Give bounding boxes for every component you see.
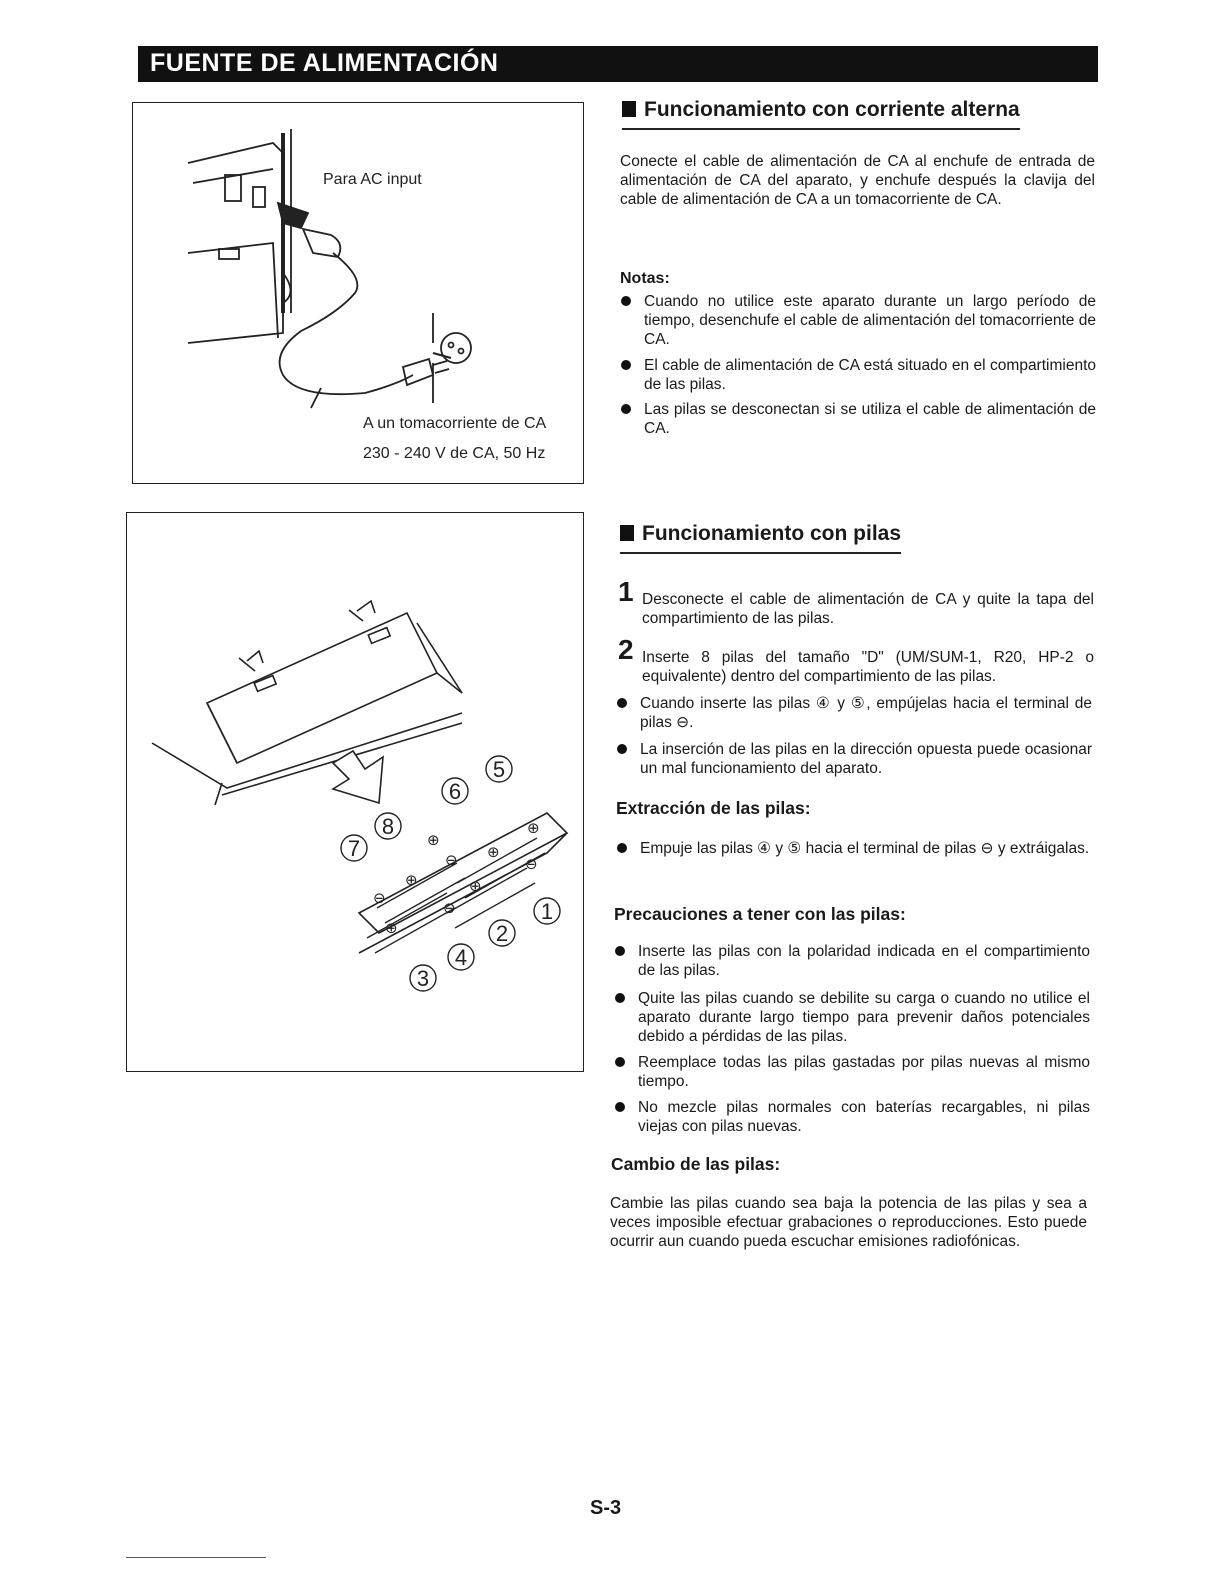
svg-text:4: 4 <box>454 945 468 970</box>
bullet-icon <box>615 946 625 956</box>
battery-section-heading: Funcionamiento con pilas <box>620 522 901 554</box>
precaution-item: Reemplace todas las pilas gastadas por pilas nuevas al mismo tiempo. <box>614 1053 1090 1091</box>
minus-terminal-icon: ⊖ <box>445 851 458 869</box>
heading-square-icon <box>620 525 634 541</box>
change-body-text: Cambie las pilas cuando sea baja la potencia de las pilas y sea a veces imposible efectuar grabaciones o reproducciones. Esto puede ocurrir aun cuando pueda escuchar emisiones radiofónicas. <box>610 1195 1087 1250</box>
svg-text:7: 7 <box>347 836 361 861</box>
battery-label-4 <box>448 944 474 970</box>
minus-terminal-icon: ⊖ <box>525 855 538 873</box>
battery-label-2 <box>489 920 515 946</box>
outlet-label: A un tomacorriente de CA <box>363 415 547 432</box>
plus-terminal-icon: ⊕ <box>385 919 398 937</box>
note-item: Las pilas se desconectan si se utiliza el cable de alimentación de CA. <box>620 400 1096 438</box>
plus-terminal-icon: ⊕ <box>527 819 540 837</box>
ac-body-text: Conecte el cable de alimentación de CA al enchufe de entrada de alimentación de CA del aparato, y enchufe después la clavija del cable de alimentación de CA a un tomacorriente de CA. <box>620 153 1095 208</box>
battery-label-6 <box>442 778 468 804</box>
precaution-item: Inserte las pilas con la polaridad indicada en el compartimiento de las pilas. <box>614 942 1090 980</box>
battery-compartment-figure <box>126 512 584 1072</box>
step-item: 2 Inserte 8 pilas del tamaño "D" (UM/SUM-1, R20, HP-2 o equivalente) dentro del compartimiento de las pilas. <box>618 634 1094 685</box>
note-item: El cable de alimentación de CA está situado en el compartimiento de las pilas. <box>620 356 1096 394</box>
bullet-icon <box>621 404 631 414</box>
battery-label-8 <box>375 813 401 839</box>
plus-terminal-icon: ⊕ <box>427 831 440 849</box>
svg-text:3: 3 <box>416 966 430 991</box>
battery-bullet: La inserción de las pilas en la dirección opuesta puede ocasionar un mal funcionamiento del aparato. <box>616 740 1092 778</box>
minus-terminal-icon: ⊖ <box>373 889 386 907</box>
notes-title: Notas: <box>620 270 670 287</box>
svg-text:6: 6 <box>448 779 462 804</box>
precaution-item: Quite las pilas cuando se debilite su carga o cuando no utilice el aparato durante largo tiempo para prevenir daños potenciales debido a pérdidas de las pilas. <box>614 989 1090 1046</box>
battery-label-5 <box>486 756 512 782</box>
svg-text:1: 1 <box>540 899 554 924</box>
battery-label-7 <box>341 835 367 861</box>
section-title-bar <box>138 46 1098 82</box>
precaution-item: No mezcle pilas normales con baterías recargables, ni pilas viejas con pilas nuevas. <box>614 1098 1090 1136</box>
extraction-bullet: Empuje las pilas ④ y ⑤ hacia el terminal de pilas ⊖ y extráigalas. <box>616 839 1092 858</box>
plus-terminal-icon: ⊕ <box>405 871 418 889</box>
ac-section-heading: Funcionamiento con corriente alterna <box>622 98 1020 130</box>
battery-bullet: Cuando inserte las pilas ④ y ⑤, empújelas hacia el terminal de pilas ⊖. <box>616 694 1092 732</box>
plus-terminal-icon: ⊕ <box>469 877 482 895</box>
section-title: FUENTE DE ALIMENTACIÓN <box>150 49 499 77</box>
bullet-icon <box>617 843 627 853</box>
bullet-icon <box>621 360 631 370</box>
precautions-title: Precauciones a tener con las pilas: <box>614 904 906 924</box>
bullet-icon <box>617 744 627 754</box>
heading-square-icon <box>622 101 636 117</box>
minus-terminal-icon: ⊖ <box>443 899 456 917</box>
step-item: 1 Desconecte el cable de alimentación de CA y quite la tapa del compartimiento de las pilas. <box>618 576 1094 627</box>
plus-terminal-icon: ⊕ <box>487 843 500 861</box>
bullet-icon <box>615 1057 625 1067</box>
svg-text:2: 2 <box>495 921 509 946</box>
svg-text:8: 8 <box>381 814 395 839</box>
note-item: Cuando no utilice este aparato durante un largo período de tiempo, desenchufe el cable de alimentación del tomacorriente de CA. <box>620 292 1096 349</box>
battery-illustration <box>127 513 583 1071</box>
battery-label-3 <box>410 965 436 991</box>
bullet-icon <box>615 993 625 1003</box>
ac-connection-figure <box>132 102 584 484</box>
extraction-title: Extracción de las pilas: <box>616 798 811 818</box>
ac-input-label: Para AC input <box>323 171 422 188</box>
footer-divider <box>126 1557 266 1558</box>
bullet-icon <box>617 698 627 708</box>
page-number: S-3 <box>590 1497 622 1519</box>
bullet-icon <box>615 1102 625 1112</box>
battery-label-1 <box>534 898 560 924</box>
change-title: Cambio de las pilas: <box>611 1154 781 1174</box>
voltage-label: 230 - 240 V de CA, 50 Hz <box>363 445 546 462</box>
svg-text:5: 5 <box>492 757 506 782</box>
bullet-icon <box>621 296 631 306</box>
